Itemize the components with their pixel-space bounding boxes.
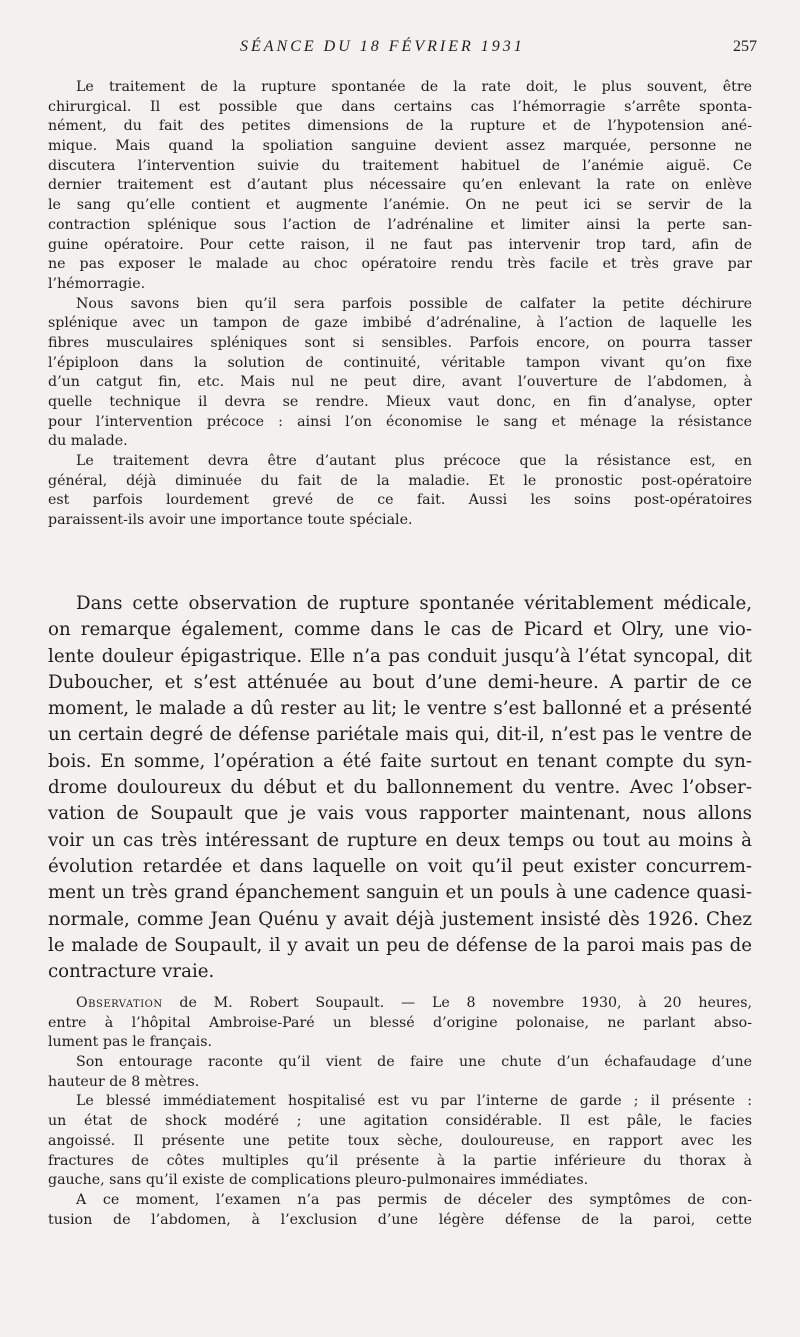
text-line: lument pas le français. — [48, 1034, 213, 1051]
text-line: voir un cas très intéressant de rupture en deux temps ou tout au moins à — [48, 829, 752, 851]
text-line: un état de shock modéré ; une agitation considérable. Il est pâle, le facies — [48, 1113, 752, 1130]
text-line: nément, du fait des petites dimensions de la rupture et de l’hypotension ané- — [48, 118, 752, 135]
text-line: vation de Soupault que je vais vous rapporter maintenant, nous allons — [48, 803, 752, 825]
text-line: ne pas exposer le malade au choc opératoire rendu très facile et très grave par — [48, 256, 752, 273]
text-line: splénique avec un tampon de gaze imbibé d’adrénaline, à l’action de laquelle les — [48, 315, 752, 332]
text-line: tusion de l’abdomen, à l’exclusion d’une légère défense de la paroi, cette — [48, 1211, 752, 1228]
text-line: quelle technique il devra se rendre. Mieux vaut donc, en fin d’analyse, opter — [48, 394, 752, 410]
text-line: entre à l’hôpital Ambroise-Paré un blessé d’origine polonaise, ne parlant abso- — [48, 1014, 752, 1031]
text-line: gauche, sans qu’il existe de complications pleuro-pulmonaires immédiates. — [48, 1172, 589, 1189]
text-line: A ce moment, l’examen n’a pas permis de déceler des symptômes de con- — [76, 1191, 752, 1208]
text-line: l’hémorragie. — [48, 275, 146, 292]
text-line: l’épiploon dans la solution de continuité, véritable tampon vivant qu’on fixe — [48, 354, 752, 371]
text-line: du malade. — [48, 433, 128, 450]
text-line: fractures de côtes multiples qu’il présente à la partie inférieure du thorax à — [48, 1152, 752, 1169]
text-line: Le blessé immédiatement hospitalisé est vu par l’interne de garde ; il présente : — [76, 1093, 752, 1110]
text-line: évolution retardée et dans laquelle on voit qu’il peut exister concurrem- — [48, 855, 752, 877]
text-line: bois. En somme, l’opération a été faite surtout en tenant compte du syn- — [48, 750, 752, 772]
text-line: guine opératoire. Pour cette raison, il ne faut pas intervenir trop tard, afin de — [48, 236, 752, 253]
text-line: Dans cette observation de rupture spontanée véritablement médicale, — [76, 593, 752, 614]
text-line: chirurgical. Il est possible que dans certains cas l’hémorragie s’arrête sponta- — [48, 98, 752, 115]
text-line — [48, 994, 752, 1014]
page-number: 257 — [733, 38, 757, 55]
body-text-small-1 — [48, 78, 752, 531]
text-line: drome douloureux du début et du ballonnement du ventre. Avec l’obser- — [48, 777, 752, 799]
text-line: un certain degré de défense pariétale mais qui, dit-il, n’est pas le ventre de — [48, 724, 752, 746]
text-line: hauteur de 8 mètres. — [48, 1073, 200, 1090]
text-line: Duboucher, et s’est atténuée au bout d’une demi-heure. A partir de ce — [48, 671, 752, 693]
running-head: SÉANCE DU 18 FÉVRIER 1931 — [240, 38, 525, 55]
text-line: Le traitement de la rupture spontanée de la rate doit, le plus souvent, être — [76, 79, 752, 95]
text-line: ment un très grand épanchement sanguin et un pouls à une cadence quasi- — [48, 882, 752, 904]
text-line: fibres musculaires spléniques sont si sensibles. Parfois encore, on pourra tasser — [48, 334, 752, 351]
text-line: discutera l’intervention suivie du traitement habituel de l’anémie aiguë. Ce — [48, 157, 752, 174]
text-line: le malade de Soupault, il y avait un peu de défense de la paroi mais pas de — [48, 934, 752, 956]
text-line: pour l’intervention précoce : ainsi l’on économise le sang et ménage la résistance — [48, 413, 752, 430]
text-line: le sang qu’elle contient et augmente l’anémie. On ne peut ici se servir de la — [48, 197, 752, 214]
text-line: moment, le malade a dû rester au lit; le ventre s’est ballonné et a présenté — [48, 698, 752, 720]
text-line: général, déjà diminuée du fait de la maladie. Et le pronostic post-opératoire — [48, 472, 752, 489]
text-line: Son entourage raconte qu’il vient de faire une chute d’un échafaudage d’une — [76, 1054, 752, 1071]
text-line: d’un catgut fin, etc. Mais nul ne peut dire, avant l’ouverture de l’abdomen, à — [48, 374, 752, 391]
text-line: paraissent-ils avoir une importance toute spéciale. — [48, 512, 413, 529]
text-line: contracture vraie. — [48, 961, 215, 983]
text-line: angoissé. Il présente une petite toux sèche, douloureuse, en rapport avec les — [48, 1132, 752, 1149]
text-line: Nous savons bien qu’il sera parfois possible de calfater la petite déchirure — [76, 295, 752, 312]
text-line: dernier traitement est d’autant plus nécessaire qu’en enlevant la rate on enlève — [48, 177, 752, 194]
text-line: est parfois lourdement grevé de ce fait. Aussi les soins post-opératoires — [48, 492, 752, 509]
observation-label: Observation — [76, 995, 163, 1011]
text-line: contraction splénique sous l’action de l’adrénaline et limiter ainsi la perte san- — [48, 216, 752, 233]
text-line: on remarque également, comme dans le cas de Picard et Olry, une vio- — [48, 619, 752, 641]
text-line: lente douleur épigastrique. Elle n’a pas conduit jusqu’à l’état syncopal, dit — [48, 645, 752, 667]
observation-text — [48, 994, 752, 1230]
text-line: mique. Mais quand la spoliation sanguine devient assez marquée, personne ne — [48, 138, 752, 155]
text-line: Le traitement devra être d’autant plus précoce que la résistance est, en — [76, 453, 752, 470]
text-line: normale, comme Jean Quénu y avait déjà justement insisté dès 1926. Chez — [48, 908, 752, 930]
body-text-large — [48, 591, 752, 985]
observation-lead-text: de M. Robert Soupault. — Le 8 novembre 1930, à 20 heures, — [162, 995, 752, 1011]
